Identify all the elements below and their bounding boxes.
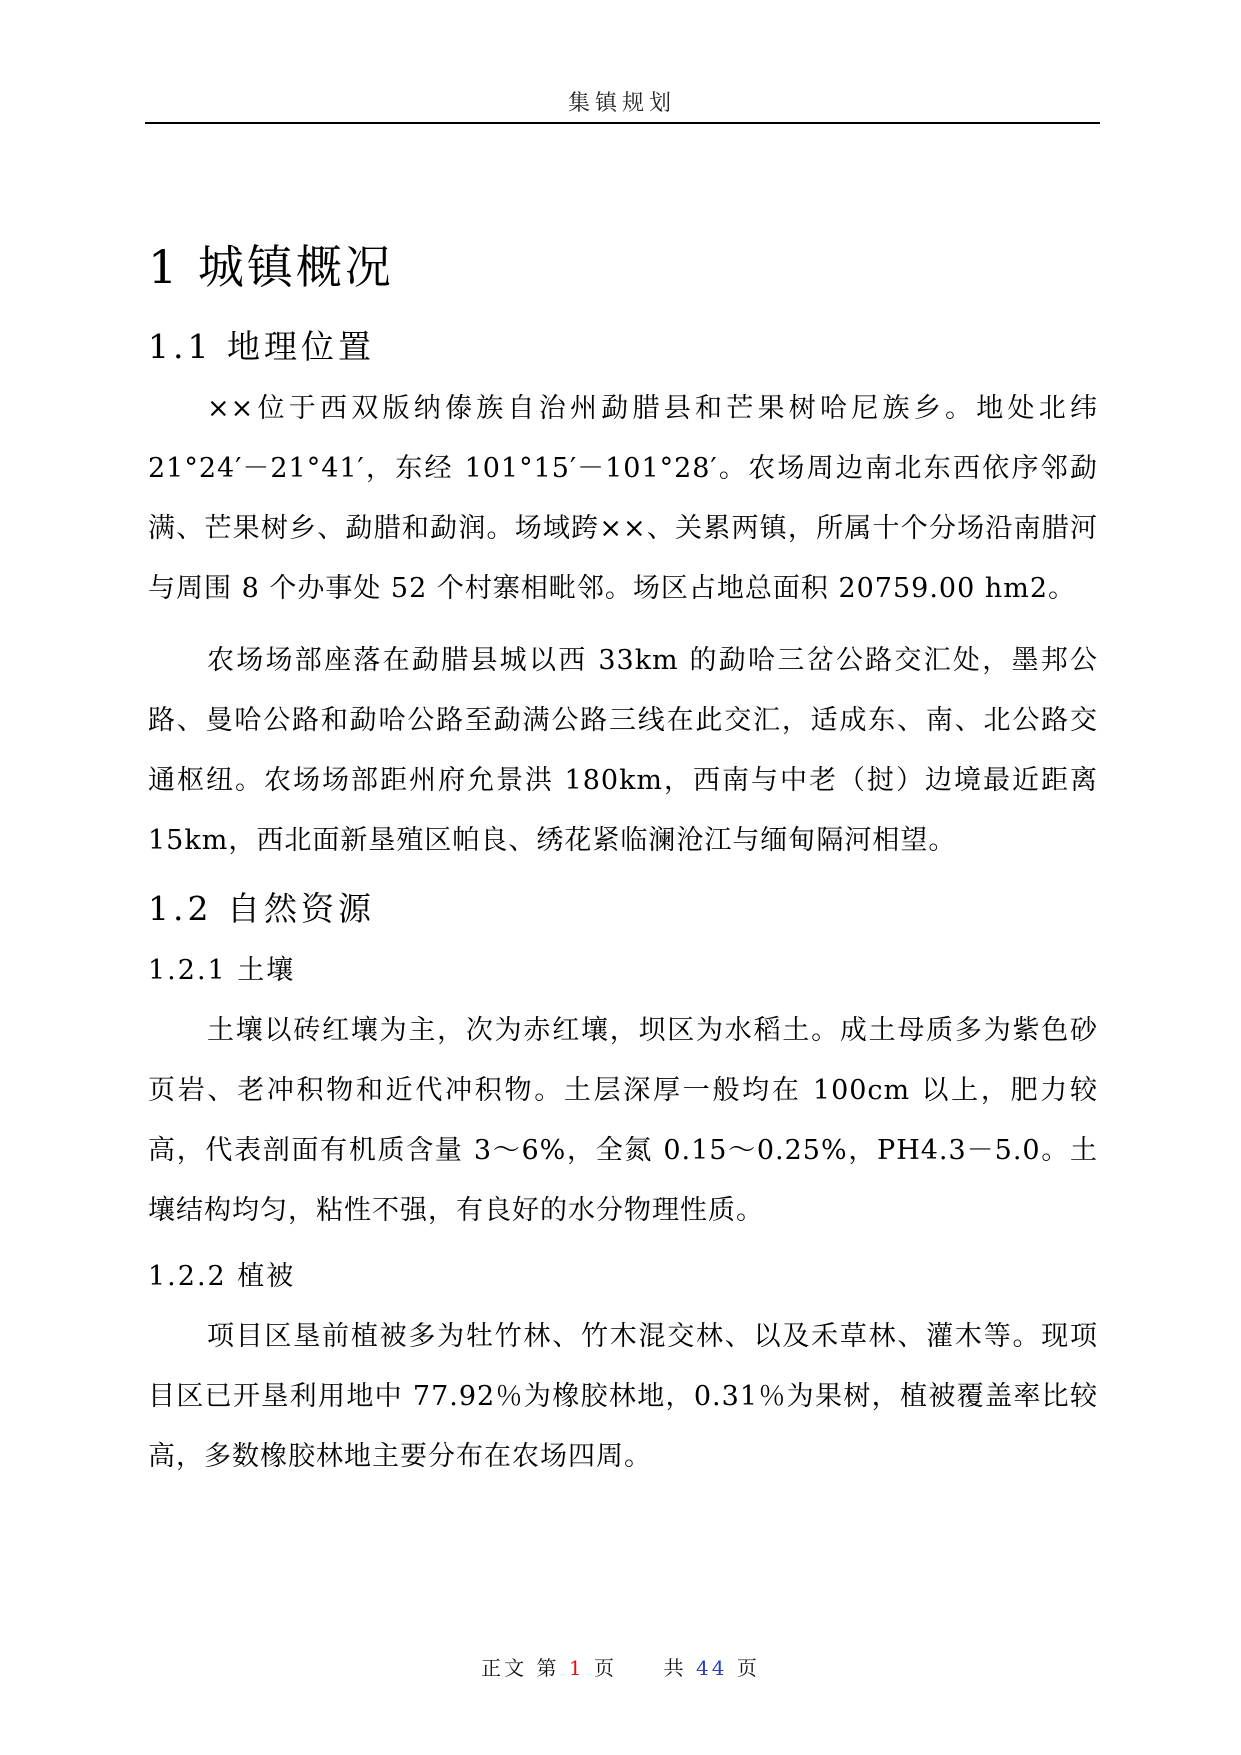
paragraph-transport: 农场场部座落在勐腊县城以西 33km 的勐哈三岔公路交汇处，墨邦公路、曼哈公路和勐哈公路至勐满公路三线在此交汇，适成东、南、北公路交通枢纽。农场场部距州府允景洪 180km，西南与中老（挝）边境最近距离 15km，西北面新垦殖区帕良、绣花紧临澜沧江与缅甸隔河相望。 — [148, 645, 1098, 856]
subsection-title-vegetation: 1.2.2 植被 — [148, 1261, 296, 1292]
total-page-count: 44 — [696, 1656, 728, 1680]
running-header: 集镇规划 — [567, 91, 676, 116]
page-body — [148, 235, 1098, 1499]
footer-total-suffix: 页 — [736, 1656, 760, 1680]
footer-total-prefix: 共 — [663, 1656, 687, 1680]
subsection-title-soil: 1.2.1 土壤 — [148, 955, 296, 986]
section-title-natural-resources: 1.2 自然资源 — [148, 889, 375, 928]
paragraph-location: ××位于西双版纳傣族自治州勐腊县和芒果树哈尼族乡。地处北纬 21°24′－21°41′，东经 101°15′－101°28′。农场周边南北东西依序邻勐满、芒果树乡、勐腊和勐润。场域跨××、关累两镇，所属十个分场沿南腊河与周围 8 个办事处 52 个村寨相毗邻。场区占地总面积 20759.00 hm2。 — [148, 393, 1098, 604]
page-footer — [0, 1652, 1241, 1681]
paragraph-soil: 土壤以砖红壤为主，次为赤红壤，坝区为水稻土。成土母质多为紫色砂页岩、老冲积物和近代冲积物。土层深厚一般均在 100cm 以上，肥力较高，代表剖面有机质含量 3～6%，全氮 0.15～0.25%，PH4.3－5.0。土壤结构均匀，粘性不强，有良好的水分物理性质。 — [148, 1015, 1099, 1226]
chapter-title: 1 城镇概况 — [148, 240, 394, 294]
paragraph-vegetation: 项目区垦前植被多为牡竹林、竹木混交林、以及禾草林、灌木等。现项目区已开垦利用地中 77.92％为橡胶林地，0.31％为果树，植被覆盖率比较高，多数橡胶林地主要分布在农场四周。 — [148, 1321, 1098, 1472]
section-title-geography: 1.1 地理位置 — [148, 327, 375, 366]
footer-page-suffix: 页 — [593, 1656, 617, 1680]
footer-prefix: 正文 第 — [481, 1656, 560, 1680]
current-page-number: 1 — [568, 1656, 585, 1680]
header-rule — [145, 122, 1100, 124]
